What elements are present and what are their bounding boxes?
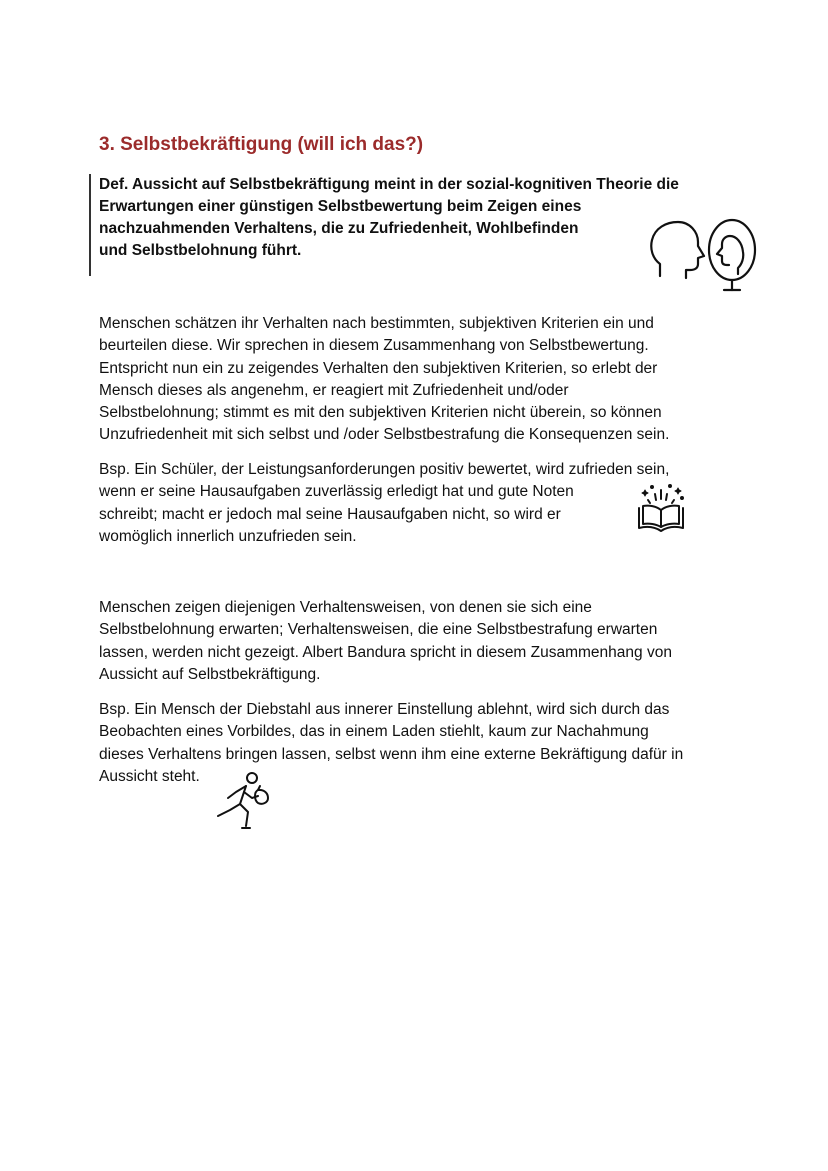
paragraph-line: Mensch dieses als angenehm, er reagiert mit Zufriedenheit und/oder	[99, 381, 569, 399]
paragraph-example-diebstahl	[99, 699, 739, 788]
paragraph-line: womöglich innerlich unzufrieden sein.	[99, 527, 357, 545]
section-heading: 3. Selbstbekräftigung (will ich das?)	[99, 134, 424, 155]
paragraph-line: beurteilen diese. Wir sprechen in diesem Zusammenhang von Selbstbewertung.	[99, 337, 649, 355]
paragraph-line: lassen, werden nicht gezeigt. Albert Bandura spricht in diesem Zusammenhang von	[99, 643, 672, 661]
paragraph-line: Menschen zeigen diejenigen Verhaltensweisen, von denen sie sich eine	[99, 599, 592, 616]
head-and-mirror-icon	[646, 214, 758, 296]
running-thief-icon	[214, 770, 272, 830]
paragraph-line: Aussicht steht.	[99, 767, 200, 785]
paragraph-line: Aussicht auf Selbstbekräftigung.	[99, 665, 321, 683]
paragraph-line: Unzufriedenheit mit sich selbst und /oder Selbstbestrafung die Konsequenzen sein.	[99, 426, 670, 444]
paragraph-line: wenn er seine Hausaufgaben zuverlässig erledigt hat und gute Noten	[99, 483, 574, 501]
paragraph-line: Beobachten eines Vorbildes, das in einem Laden stiehlt, kaum zur Nachahmung	[99, 723, 649, 741]
magic-book-icon	[634, 482, 688, 536]
paragraph-line: Bsp. Ein Mensch der Diebstahl aus innerer Einstellung ablehnt, wird sich durch das	[99, 701, 670, 718]
definition-bar	[89, 174, 91, 276]
paragraph-selbstbewertung	[99, 313, 739, 447]
definition-line: nachzuahmenden Verhaltens, die zu Zufriedenheit, Wohlbefinden	[99, 220, 579, 237]
paragraph-line: Selbstbelohnung; stimmt es mit den subjektiven Kriterien nicht überein, so können	[99, 404, 662, 422]
paragraph-verhalten	[99, 597, 739, 686]
definition-line: Def. Aussicht auf Selbstbekräftigung meint in der sozial-kognitiven Theorie die	[99, 176, 679, 193]
paragraph-line: Entspricht nun ein zu zeigendes Verhalten den subjektiven Kriterien, so erlebt der	[99, 359, 658, 377]
paragraph-line: Selbstbelohnung erwarten; Verhaltensweisen, die eine Selbstbestrafung erwarten	[99, 621, 658, 639]
definition-block	[99, 174, 739, 262]
paragraph-line: Bsp. Ein Schüler, der Leistungsanforderungen positiv bewertet, wird zufrieden sein,	[99, 461, 670, 478]
definition-line: und Selbstbelohnung führt.	[99, 242, 302, 259]
definition-line: Erwartungen einer günstigen Selbstbewertung beim Zeigen eines	[99, 198, 582, 215]
paragraph-line: Menschen schätzen ihr Verhalten nach bestimmten, subjektiven Kriterien ein und	[99, 315, 654, 332]
paragraph-line: dieses Verhaltens bringen lassen, selbst wenn ihm eine externe Bekräftigung dafür in	[99, 745, 684, 763]
paragraph-line: schreibt; macht er jedoch mal seine Hausaufgaben nicht, so wird er	[99, 505, 561, 523]
